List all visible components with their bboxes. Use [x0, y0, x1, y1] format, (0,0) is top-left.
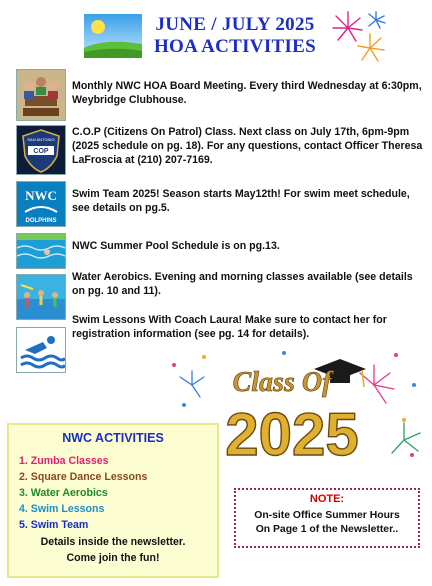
- page-title: [130, 14, 340, 58]
- cop-badge-mid: COP: [33, 148, 49, 155]
- item-text: Swim Team 2025! Season starts May12th! For swim meet schedule, see details on pg.5.: [72, 188, 410, 214]
- fireworks-image: [328, 8, 390, 70]
- meeting-icon: [16, 69, 66, 121]
- item-text: Water Aerobics. Evening and morning classes available (see details on pg. 10 and 11).: [72, 271, 413, 297]
- item-text: NWC Summer Pool Schedule is on pg.13.: [72, 240, 280, 252]
- pool-icon: [16, 233, 66, 269]
- activity-swim-team: 5. Swim Team: [19, 519, 89, 531]
- class-of-text: Class Of: [232, 367, 332, 398]
- activities-box: [7, 423, 219, 578]
- logo-dolphins: DOLPHINS: [25, 218, 57, 224]
- activity-water-aerobics: 3. Water Aerobics: [19, 487, 108, 499]
- item-text: C.O.P (Citizens On Patrol) Class. Next class on July 17th, 6pm-9pm (2025 schedule on pg. 18). For any questions, contact Officer Theresa LaFroscia at (210) 207-7169.: [72, 126, 423, 166]
- activities-list: [19, 453, 147, 533]
- activity-square-dance: 2. Square Dance Lessons: [19, 471, 148, 483]
- logo-nwc: NWC: [25, 188, 57, 203]
- water-aerobics-icon: [16, 274, 66, 320]
- note-box: [234, 488, 420, 548]
- cop-badge-icon: [16, 125, 66, 175]
- title-line-2: HOA ACTIVITIES: [153, 36, 317, 57]
- note-line-1: On-site Office Summer Hours: [254, 510, 400, 521]
- activities-footer-2: Come join the fun!: [66, 552, 160, 564]
- note-title: NOTE:: [309, 493, 345, 505]
- year-text: 2025: [225, 401, 359, 468]
- activity-zumba: 1. Zumba Classes: [19, 455, 109, 467]
- item-text: Swim Lessons With Coach Laura! Make sure to contact her for registration information (see pg. 14 for details).: [72, 314, 387, 340]
- nwc-dolphins-logo: [16, 181, 66, 227]
- activity-swim-lessons: 4. Swim Lessons: [19, 503, 105, 515]
- activities-title: NWC ACTIVITIES: [62, 431, 164, 445]
- title-line-1: JUNE / JULY 2025: [155, 14, 315, 35]
- swimmer-icon: [16, 327, 66, 373]
- note-line-2: On Page 1 of the Newsletter..: [255, 524, 399, 535]
- item-text: Monthly NWC HOA Board Meeting. Every third Wednesday at 6:30pm, Weybridge Clubhouse.: [72, 80, 422, 106]
- cop-badge-top: SAN ANTONIO: [27, 137, 55, 142]
- activities-footer-1: Details inside the newsletter.: [40, 536, 186, 548]
